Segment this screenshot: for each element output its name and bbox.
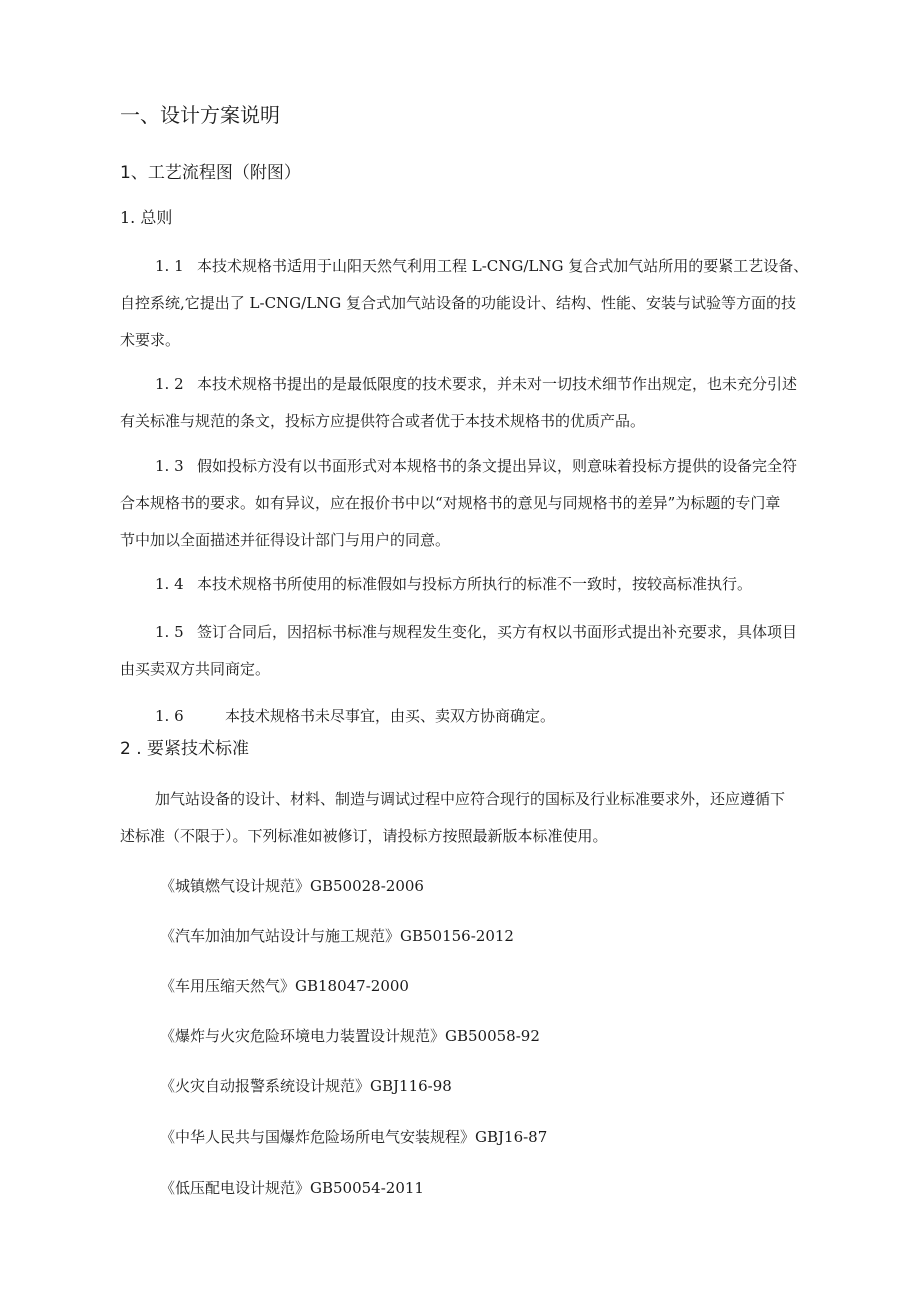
standard-item: 《中华人民共与国爆炸危险场所电气安装规程》GBJ16-87 xyxy=(160,1128,548,1146)
standard-item: 《城镇燃气设计规范》GB50028-2006 xyxy=(160,877,424,895)
clause-text: 本技术规格书所使用的标准假如与投标方所执行的标准不一致时，按较高标准执行。 xyxy=(197,575,753,593)
general-title: 1. 总则 xyxy=(120,208,173,227)
clause-1-3-line-2: 合本规格书的要求。如有异议，应在报价书中以“对规格书的意见与同规格书的差异”为标题的专门章 xyxy=(120,494,781,512)
clause-text: 签订合同后，因招标书标准与规程发生变化，买方有权以书面形式提出补充要求，具体项目 xyxy=(197,623,798,641)
clause-number: 1. 2 xyxy=(155,375,184,393)
clause-1-2-line-1 xyxy=(155,374,797,394)
clause-1-2-line-2: 有关标准与规范的条文，投标方应提供符合或者优于本技术规格书的优质产品。 xyxy=(120,412,646,430)
clause-text: 本技术规格书未尽事宜，由买、卖双方协商确定。 xyxy=(225,707,556,725)
standard-item: 《火灾自动报警系统设计规范》GBJ116-98 xyxy=(160,1077,452,1095)
clause-text: 本技术规格书提出的是最低限度的技术要求，并未对一切技术细节作出规定，也未充分引述 xyxy=(197,375,798,393)
clause-1-1-line-1 xyxy=(155,256,808,276)
section2-intro-line-1: 加气站设备的设计、材料、制造与调试过程中应符合现行的国标及行业标准要求外，还应遵循下 xyxy=(155,790,786,808)
clause-number: 1. 1 xyxy=(155,257,184,275)
clause-1-3-line-3: 节中加以全面描述并征得设计部门与用户的同意。 xyxy=(120,531,451,549)
clause-text: 假如投标方没有以书面形式对本规格书的条文提出异议，则意味着投标方提供的设备完全符 xyxy=(197,457,798,475)
clause-1-5-line-1 xyxy=(155,622,797,642)
standard-item: 《爆炸与火灾危险环境电力装置设计规范》GB50058-92 xyxy=(160,1027,540,1045)
standard-item: 《车用压缩天然气》GB18047-2000 xyxy=(160,977,409,995)
clause-1-5-line-2: 由买卖双方共同商定。 xyxy=(120,660,271,678)
clause-number: 1. 5 xyxy=(155,623,184,641)
main-heading: 一、设计方案说明 xyxy=(120,103,280,127)
clause-1-6-line-1 xyxy=(155,706,555,726)
clause-number: 1. 6 xyxy=(155,707,184,725)
clause-1-1-line-2: 自控系统,它提出了 L-CNG/LNG 复合式加气站设备的功能设计、结构、性能、安装与试验等方面的技 xyxy=(120,294,797,312)
clause-text: 本技术规格书适用于山阳天然气利用工程 L-CNG/LNG 复合式加气站所用的要紧工艺设备、 xyxy=(197,257,809,275)
clause-number: 1. 3 xyxy=(155,457,184,475)
section2-title: 2 . 要紧技术标准 xyxy=(120,739,250,759)
standard-item: 《汽车加油加气站设计与施工规范》GB50156-2012 xyxy=(160,927,514,945)
clause-number: 1. 4 xyxy=(155,575,184,593)
clause-1-3-line-1 xyxy=(155,456,797,476)
clause-1-4-line-1 xyxy=(155,574,752,594)
clause-1-1-line-3: 术要求。 xyxy=(120,331,181,349)
section2-intro-line-2: 述标准（不限于）。下列标准如被修订，请投标方按照最新版本标准使用。 xyxy=(120,827,608,845)
section1-title: 1、工艺流程图（附图） xyxy=(120,163,301,183)
standard-item: 《低压配电设计规范》GB50054-2011 xyxy=(160,1179,424,1197)
